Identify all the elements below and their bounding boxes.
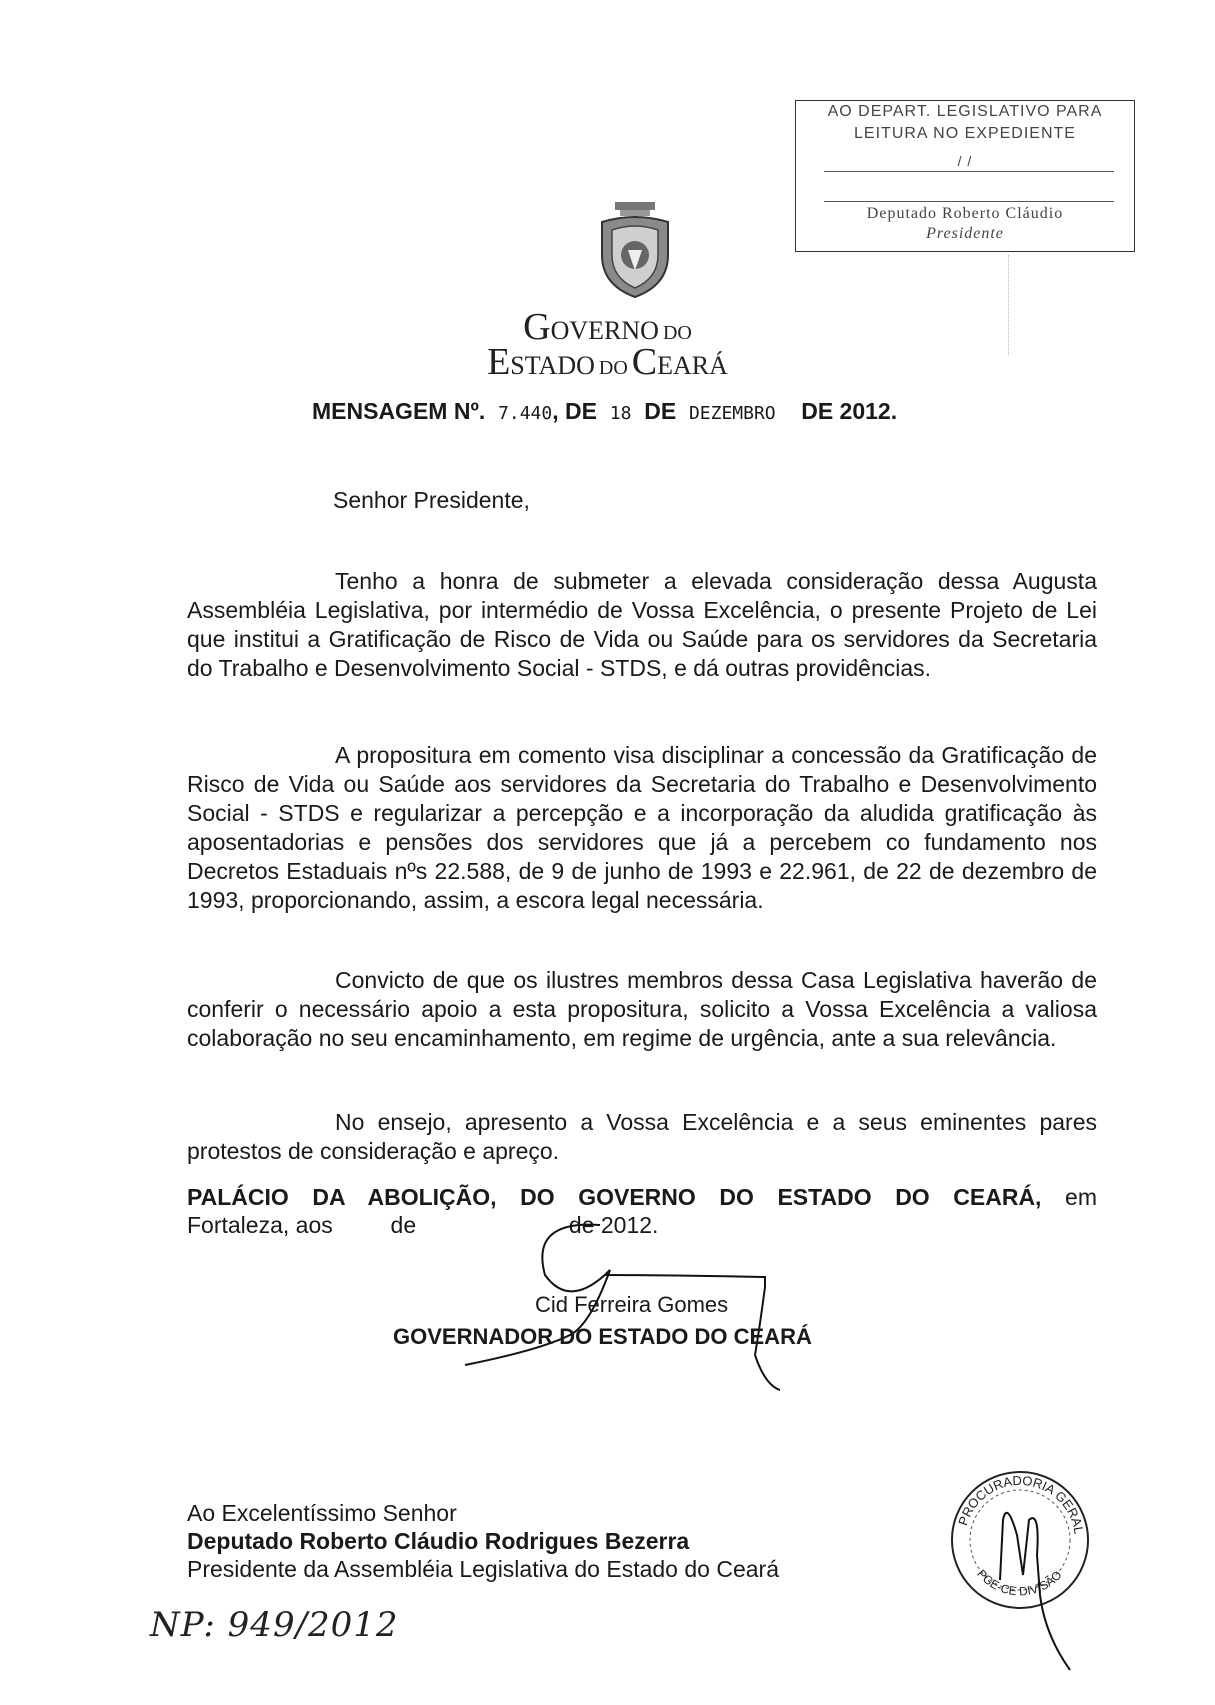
stamp-sign-name: Deputado Roberto Cláudio: [866, 205, 1064, 222]
protocol-stamp: [795, 100, 1135, 252]
message-month: DEZEMBRO: [688, 403, 776, 424]
message-day: 18: [609, 403, 632, 424]
procuradoria-seal-icon: [945, 1465, 1095, 1675]
svg-text:PROCURADORIA GERAL: PROCURADORIA GERAL: [955, 1472, 1087, 1536]
paragraph-3: Convicto de que os ilustres membros dessa Casa Legislativa haverão de conferir o necessário apoio a esta propositura, solicito a Vossa Excelência a valiosa colaboração no seu encaminhamento, em regime de urgência, ante a sua relevância.: [187, 967, 1097, 1051]
signatory-title: GOVERNADOR DO ESTADO DO CEARÁ: [393, 1324, 812, 1349]
government-title-line-1: GOVERNO DO: [523, 306, 692, 348]
addressee-role: Presidente da Assembléia Legislativa do Estado do Ceará: [187, 1556, 779, 1582]
addressee-salutation: Ao Excelentíssimo Senhor: [187, 1500, 457, 1526]
stamp-line-1: AO DEPART. LEGISLATIVO PARA: [827, 103, 1103, 120]
stamp-date-separators: / /: [957, 153, 973, 169]
svg-text:PGE-CE DIVISÃO: PGE-CE DIVISÃO: [974, 1566, 1065, 1599]
government-title-line-2: ESTADO DO CEARÁ: [487, 341, 728, 383]
paragraph-2: A propositura em comento visa disciplinar a concessão da Gratificação de Risco de Vida ou Saúde aos servidores da Secretaria do Trabalho e Desenvolvimento Social - STDS e regularizar a percepção e a incorporação da aludida gratificação às aposentadorias e pensões dos servidores que já a percebem co fundamento nos Decretos Estaduais nºs 22.588, de 9 de junho de 1993 e 22.961, de 22 de dezembro de 1993, proporcionando, assim, a escora legal necessária.: [187, 742, 1097, 913]
state-coat-of-arms-icon: [590, 200, 680, 300]
stamp-line-2: LEITURA NO EXPEDIENTE: [854, 125, 1076, 142]
paragraph-1: Tenho a honra de submeter a elevada consideração dessa Augusta Assembléia Legislativa, por intermédio de Vossa Excelência, o presente Projeto de Lei que institui a Gratificação de Risco de Vida ou Saúde para os servidores da Secretaria do Trabalho e Desenvolvimento Social - STDS, e dá outras providências.: [187, 568, 1097, 681]
message-header: MENSAGEM Nº. 7.440, DE 18 DE DEZEMBRO DE 2012.: [312, 398, 898, 424]
stamp-date-rule: [824, 171, 1114, 172]
greeting: Senhor Presidente,: [333, 487, 530, 513]
closing-date-line: Fortaleza, aos de de 2012.: [187, 1212, 659, 1238]
message-number: 7.440: [498, 403, 553, 424]
addressee-name: Deputado Roberto Cláudio Rodrigues Bezerra: [187, 1528, 690, 1554]
paragraph-4: No ensejo, apresento a Vossa Excelência e a seus eminentes pares protestos de consideração e apreço.: [187, 1109, 1097, 1164]
closing-place: PALÁCIO DA ABOLIÇÃO, DO GOVERNO DO ESTADO DO CEARÁ, em: [187, 1184, 1097, 1210]
stamp-sign-rule: [824, 201, 1114, 202]
handwritten-protocol-number: NP: 949/2012: [150, 1605, 399, 1645]
signatory-name: Cid Ferreira Gomes: [535, 1292, 729, 1317]
stamp-sign-role: Presidente: [926, 225, 1004, 242]
